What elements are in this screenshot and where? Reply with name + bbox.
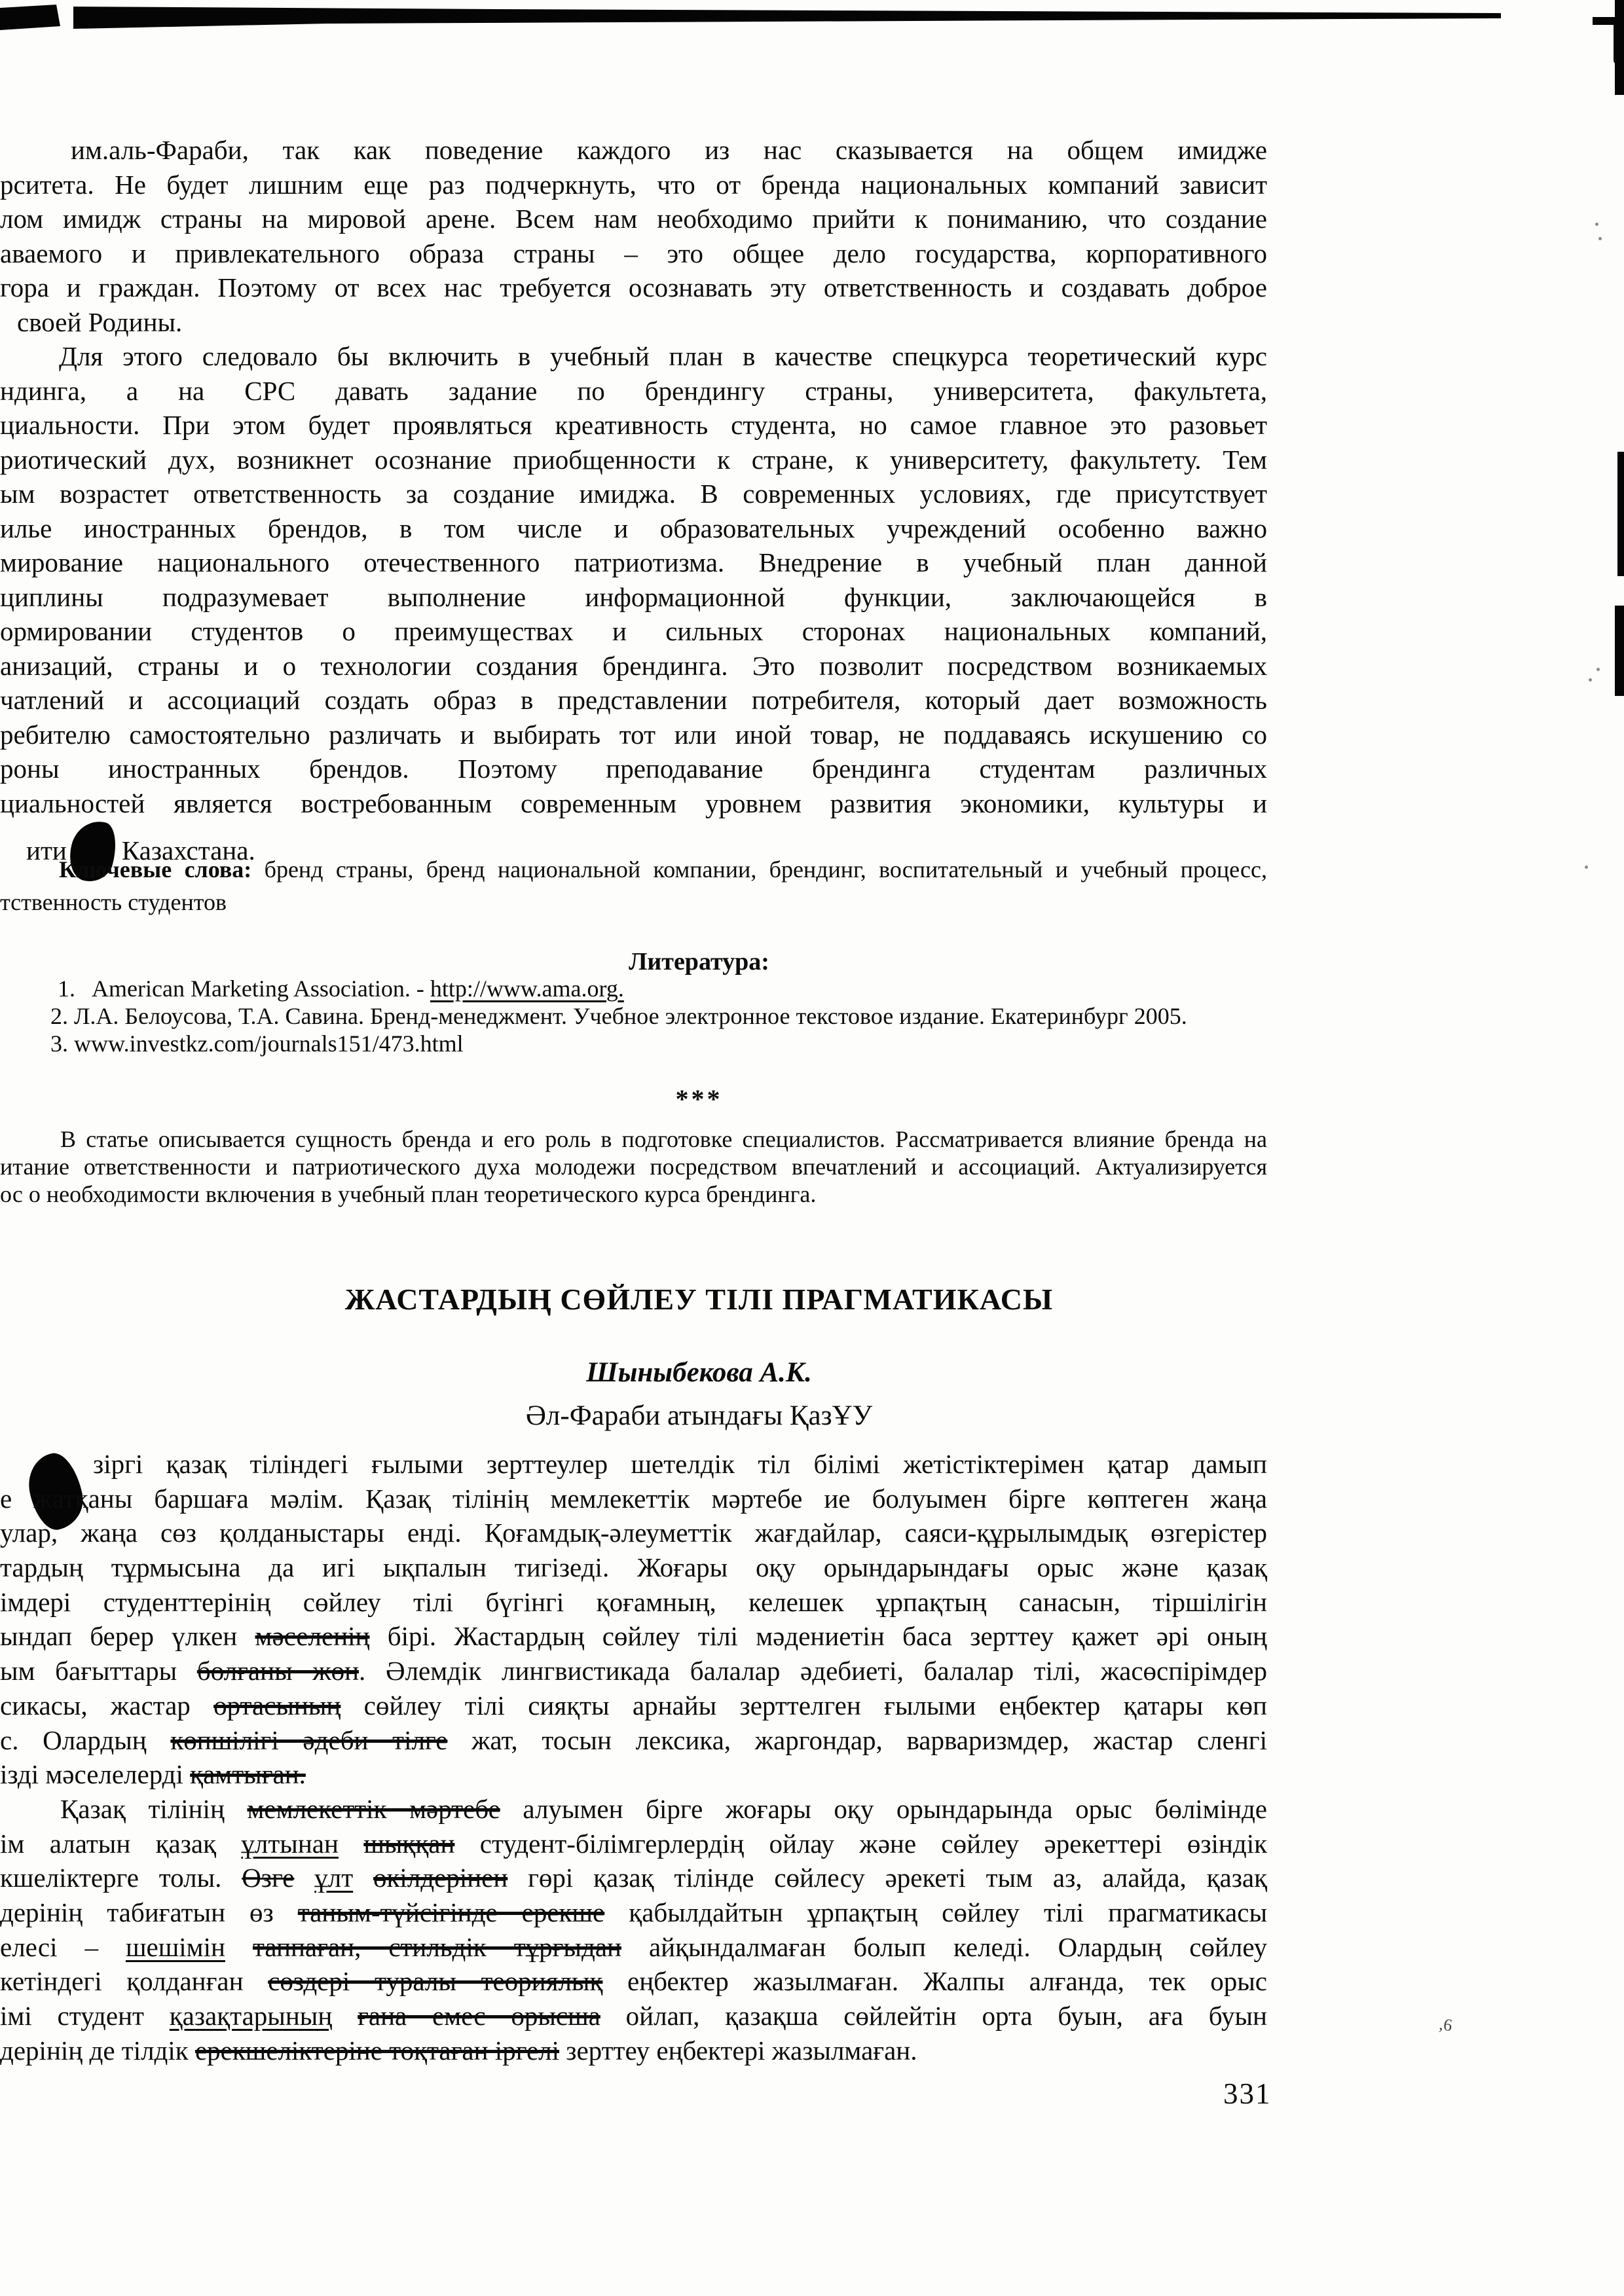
section-separator: *** bbox=[675, 1084, 723, 1114]
text-line: Для этого следовало бы включить в учебный план в качестве спецкурса теоретический курс bbox=[59, 341, 1267, 371]
text-segment: ім алатын қазақ bbox=[0, 1828, 242, 1859]
struck-text: қамтыған. bbox=[190, 1759, 306, 1790]
text-line: им.аль-Фараби, так как поведение каждого из нас сказывается на общем имидже bbox=[71, 135, 1267, 165]
russian-paragraphs bbox=[0, 133, 1267, 866]
text-line: ым возрастет ответственность за создание имиджа. В современных условиях, где присутствует bbox=[0, 479, 1267, 509]
text-line bbox=[0, 1654, 1267, 1688]
text-line bbox=[0, 1688, 1267, 1723]
margin-mark: ,6 bbox=[1438, 2014, 1454, 2035]
text-segment: Қазақ тілінің bbox=[60, 1793, 248, 1824]
text-segment: ізді мәселелерді bbox=[0, 1759, 191, 1790]
struck-text: көпшілігі әдеби тілге bbox=[170, 1724, 448, 1755]
text-line bbox=[0, 1723, 1267, 1758]
text-segment: елесі – bbox=[0, 1931, 126, 1962]
text-line: рситета. Не будет лишним еще раз подчеркнуть, что от бренда национальных компаний зависит bbox=[0, 169, 1267, 200]
struck-text: өкілдерінен bbox=[373, 1863, 508, 1893]
text-line: імдері студенттерінің сөйлеу тілі бүгінгі қоғамның, келешек ұрпақтың санасын, тіршілігін bbox=[0, 1586, 1267, 1617]
text-segment: імі студент bbox=[0, 2001, 170, 2031]
struck-text: шыққан bbox=[363, 1828, 455, 1859]
text-segment: Ключевые слова: bbox=[59, 856, 252, 883]
text-segment: с. Олардың bbox=[0, 1724, 171, 1755]
text-line bbox=[0, 975, 1267, 1002]
text-line: анизаций, страны и о технологии создания брендинга. Это позволит посредством возникаемых bbox=[0, 650, 1267, 681]
text-segment: студент-білімгерлердің ойлау және сөйлеу әрекеттері өзіндік bbox=[454, 1828, 1268, 1859]
text-line: риотический дух, возникнет осознание приобщенности к стране, к университету, факультету. Тем bbox=[0, 444, 1267, 475]
text-segment: гөрі қазақ тілінде сөйлесу әрекеті тым аз, алайда, қазақ bbox=[507, 1863, 1268, 1893]
text-line: роны иностранных брендов. Поэтому преподавание брендинга студентам различных bbox=[0, 754, 1267, 784]
text-line: циальностей является востребованным современным уровнем развития экономики, культуры и bbox=[0, 788, 1267, 818]
text-line: своей Родины. bbox=[17, 306, 183, 337]
struck-text: ерекшеліктеріне тоқтаған іргелі bbox=[194, 2035, 560, 2066]
text-segment: алуымен бірге жоғары оқу орындарында орыс бөлімінде bbox=[500, 1793, 1268, 1824]
text-line bbox=[0, 1619, 1267, 1654]
article-affiliation: Әл-Фараби атындағы ҚазҰУ bbox=[525, 1400, 873, 1431]
struck-text: таппаған, стильдік тұрғыдан bbox=[252, 1931, 621, 1962]
text-line: улар, жаңа сөз қолданыстары енді. Қоғамдық-әлеуметтік жағдайлар, саяси-құрылымдық өзгерістер bbox=[0, 1518, 1267, 1548]
text-line bbox=[0, 1792, 1267, 1827]
scan-speck bbox=[1596, 668, 1600, 671]
text-line: циплины подразумевает выполнение информационной функции, заключающейся в bbox=[0, 581, 1267, 612]
text-line bbox=[0, 1999, 1267, 2033]
text-segment: ым бағыттары bbox=[0, 1656, 197, 1686]
struck-text: мемлекеттік мәртебе bbox=[247, 1793, 500, 1824]
text-line: чатлений и ассоциаций создать образ в представлении потребителя, который дает возможность bbox=[0, 685, 1267, 715]
text-line: аваемого и привлекательного образа страны – это общее дело государства, корпоративного bbox=[0, 238, 1267, 268]
page-number: 331 bbox=[1223, 2077, 1272, 2110]
text-segment: зерттеу еңбектері жазылмаған. bbox=[559, 2035, 917, 2066]
text-segment: кшеліктерге толы. bbox=[0, 1863, 242, 1893]
text-segment bbox=[294, 1863, 314, 1893]
text-segment: дерінің де тілдік bbox=[0, 2035, 195, 2066]
text-line: лом имидж страны на мировой арене. Всем нам необходимо прийти к пониманию, что создание bbox=[0, 204, 1267, 234]
text-line: ормировании студентов о преимуществах и сильных сторонах национальных компаний, bbox=[0, 616, 1267, 646]
text-line bbox=[0, 1964, 1267, 1999]
text-segment: бренд страны, бренд национальной компании, брендинг, воспитательный и учебный процесс, bbox=[251, 856, 1267, 883]
scan-artifact-top-smear bbox=[0, 0, 1506, 39]
text-segment bbox=[339, 1829, 363, 1859]
kazakh-paragraphs bbox=[0, 1447, 1267, 2068]
text-line bbox=[0, 1895, 1267, 1930]
text-segment: жат, тосын лексика, жаргондар, варваризмдер, жастар сленгі bbox=[447, 1724, 1267, 1755]
text-segment bbox=[225, 1932, 253, 1962]
underlined-text: қазақтарының bbox=[169, 2001, 333, 2031]
text-line: 2. Л.А. Белоусова, Т.А. Савина. Бренд-менеджмент. Учебное электронное текстовое издание. Екатеринбург 2005. bbox=[50, 1003, 1187, 1029]
text-segment: бірі. Жастардың сөйлеу тілі мәдениетін баса зерттеу қажет әрі оның bbox=[369, 1621, 1267, 1652]
scan-artifact-edge-strip bbox=[1615, 0, 1624, 95]
text-segment: сөйлеу тілі сияқты арнайы зерттелген ғылыми еңбектер қатары көп bbox=[341, 1690, 1267, 1721]
text-segment: айқындалмаған болып келеді. Олардың сөйлеу bbox=[621, 1931, 1268, 1962]
text-segment: 1. American Marketing Association. - bbox=[58, 975, 430, 1002]
text-line: тардың тұрмысына да игі ықпалын тигізеді. Жоғары оқу орындарындағы орыс және қазақ bbox=[0, 1552, 1267, 1583]
scan-speck bbox=[1589, 678, 1592, 682]
text-segment: кетіндегі қолданған bbox=[0, 1966, 268, 1997]
text-line bbox=[0, 853, 1267, 886]
scan-speck bbox=[1595, 223, 1598, 226]
text-segment: сикасы, жастар bbox=[0, 1690, 214, 1721]
text-segment: дерінің табиғатын өз bbox=[0, 1897, 298, 1927]
text-segment: . Әлемдік лингвистикада балалар әдебиеті, балалар тілі, жасөспірімдер bbox=[359, 1656, 1267, 1686]
underlined-text: ұлтынан bbox=[241, 1828, 339, 1859]
struck-text: ортасының bbox=[213, 1690, 341, 1721]
literature-list bbox=[0, 975, 1267, 1057]
struck-text: сөздері туралы теориялық bbox=[268, 1966, 603, 1997]
struck-text: болғаны жөн bbox=[196, 1656, 360, 1686]
text-line: ребителю самостоятельно различать и выбирать тот или иной товар, не поддаваясь искушению со bbox=[0, 719, 1267, 750]
text-segment bbox=[353, 1863, 373, 1893]
text-segment: қабылдайтын ұрпақтың сөйлеу тілі прагматикасы bbox=[604, 1897, 1267, 1927]
scan-speck bbox=[1598, 237, 1602, 240]
scan-speck bbox=[1585, 866, 1588, 869]
text-line: мирование национального отечественного патриотизма. Внедрение в учебный план данной bbox=[0, 547, 1267, 577]
text-segment: ындап берер үлкен bbox=[0, 1621, 255, 1652]
struck-text: Өзге bbox=[242, 1863, 295, 1893]
text-line: зіргі қазақ тіліндегі ғылыми зерттеулер шетелдік тіл білімі жетістіктерімен қатар дамып bbox=[93, 1449, 1267, 1479]
text-line: ндинга, а на СРС давать задание по брендингу страны, университета, факультета, bbox=[0, 375, 1267, 406]
text-segment: еңбектер жазылмаған. Жалпы алғанда, тек орыс bbox=[602, 1966, 1268, 1997]
keywords-block bbox=[0, 853, 1267, 919]
text-line: ос о необходимости включения в учебный план теоретического курса брендинга. bbox=[0, 1181, 817, 1207]
struck-text: ғана емес орысша bbox=[358, 2001, 600, 2031]
text-line: циальности. При этом будет проявляться креативность студента, но самое главное это разовьет bbox=[0, 410, 1267, 440]
text-line bbox=[0, 2033, 1267, 2068]
text-segment: ойлап, қазақша сөйлейтін орта буын, аға буын bbox=[600, 2001, 1267, 2031]
article-author: Шыныбекова А.К. bbox=[586, 1357, 812, 1388]
text-line: илье иностранных брендов, в том числе и образовательных учреждений особенно важно bbox=[0, 513, 1267, 543]
struck-text: таным-түйсігінде ерекше bbox=[297, 1897, 605, 1927]
text-line: 3. www.investkz.com/journals151/473.html bbox=[50, 1030, 464, 1057]
underlined-text: http://www.ama.org. bbox=[430, 975, 624, 1002]
text-line: тственность студентов bbox=[0, 889, 227, 915]
text-line bbox=[0, 1827, 1267, 1861]
text-line bbox=[0, 820, 1267, 866]
literature-heading: Литература: bbox=[629, 948, 769, 975]
text-line bbox=[0, 1930, 1267, 1965]
struck-text: мәселенің bbox=[255, 1621, 370, 1652]
text-line: гора и граждан. Поэтому от всех нас требуется осознавать эту ответственность и создавать доброе bbox=[0, 272, 1267, 302]
scan-artifact-edge-strip bbox=[1615, 606, 1624, 696]
scan-artifact-edge-strip bbox=[1617, 452, 1624, 576]
text-line: е жатқаны баршаға мәлім. Қазақ тілінің мемлекеттік мәртебе ие болуымен бірге көптеген жаңа bbox=[0, 1483, 1267, 1514]
underlined-text: ұлт bbox=[314, 1863, 354, 1893]
text-segment bbox=[332, 2001, 358, 2031]
text-line bbox=[0, 1861, 1267, 1895]
text-segment: ити bbox=[26, 835, 67, 866]
underlined-text: шешімін bbox=[125, 1931, 225, 1962]
article-title: ЖАСТАРДЫҢ СӨЙЛЕУ ТІЛІ ПРАГМАТИКАСЫ bbox=[344, 1283, 1054, 1316]
text-line bbox=[0, 1757, 1267, 1792]
text-line: В статье описывается сущность бренда и его роль в подготовке специалистов. Рассматривается влияние бренда на bbox=[60, 1126, 1267, 1152]
text-segment: Казахстана. bbox=[121, 835, 255, 866]
abstract-block bbox=[0, 1125, 1267, 1208]
text-line: итание ответственности и патриотического духа молодежи посредством впечатлений и ассоциаций. Актуализируется bbox=[0, 1154, 1267, 1180]
